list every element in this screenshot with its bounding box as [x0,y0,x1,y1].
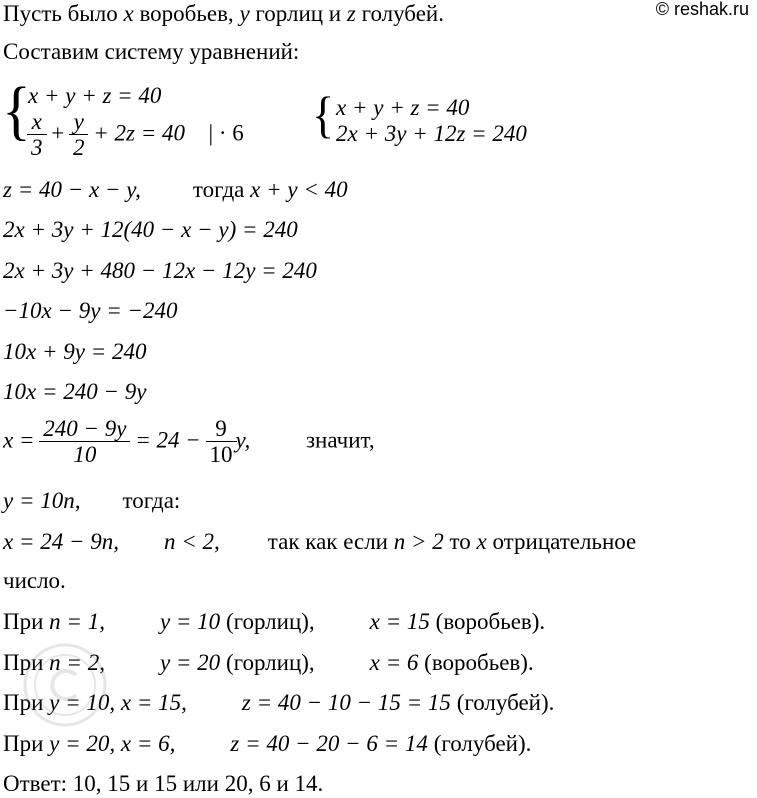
system1-eq2: $\frac{x}{3}$ + $\frac{y}{2}$ + 2z = 40 | · 6 [28,110,244,160]
system1-brace: { [2,73,31,147]
site-watermark: © reshak.ru [655,0,749,19]
line-sign-change: 10x + 9y = 240 [3,339,147,364]
compose-system-text: Составим систему уравнений: [3,39,300,64]
system2-eq2: 2x + 3y + 12z = 240 [336,121,527,146]
case-n1: При n = 1, y = 10 (горлиц), x = 15 (воробьев). [3,609,546,634]
line-number-word: число. [3,568,66,593]
answer-line: Ответ: 10, 15 и 15 или 20, 6 и 14. [3,771,324,796]
intro-line: Пусть было x воробьев, y горлиц и z голубей. [3,1,444,26]
line-expand: 2x + 3y + 480 − 12x − 12y = 240 [3,258,317,283]
copyright-stamp-icon [20,640,110,730]
multiply-note: | · 6 [208,120,244,146]
case-y20: При y = 20, x = 6, z = 40 − 20 − 6 = 14 (голубей). [3,731,532,756]
system1-eq1: x + y + z = 40 [28,83,162,108]
line-substitution: 2x + 3y + 12(40 − x − y) = 240 [3,217,298,242]
line-simplify: −10x − 9y = −240 [3,298,178,323]
line-z-expression: z = 40 − x − y, тогда x + y < 40 [3,177,348,202]
line-isolate-x: 10x = 240 − 9y [3,379,147,404]
line-y-param: y = 10n, тогда: [3,488,181,513]
line-x-param: x = 24 − 9n, n < 2, так как если n > 2 то x отрицательное [3,529,637,554]
system2-eq1: x + y + z = 40 [336,95,470,120]
case-n2: При n = 2, y = 20 (горлиц), x = 6 (воробьев). [3,650,534,675]
line-x-fraction: x = $\frac{240 - 9y}{10}$ = 24 − $\frac{9}{10}$ y, значит, [3,416,375,468]
system2-brace: { [312,86,335,143]
case-y10: При y = 10, x = 15, z = 40 − 10 − 15 = 15 (голубей). [3,690,555,715]
